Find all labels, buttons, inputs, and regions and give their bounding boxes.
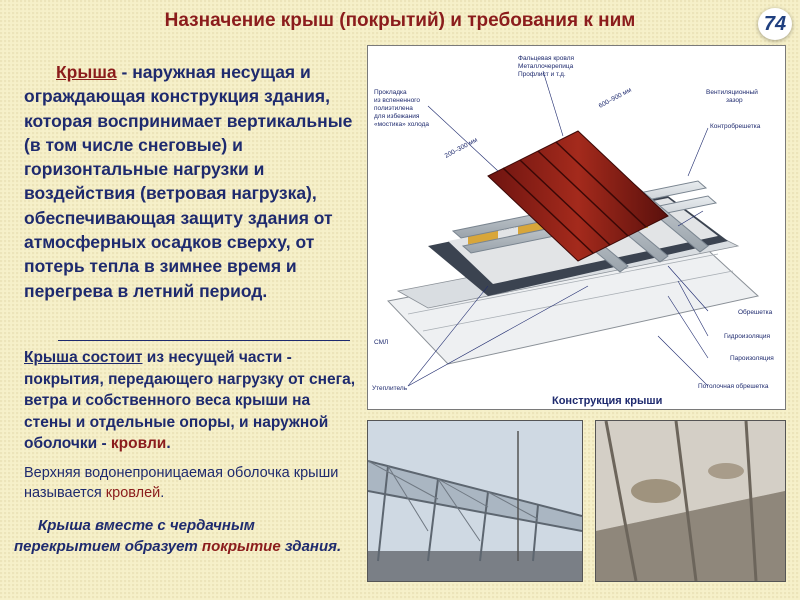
separator-line [58,340,350,341]
label-profiled-sheet: Профлист и т.д. [518,71,566,78]
composition-text: из несущей части - покрытия, передающего нагрузку от снега, ветра и собственного веса крыши на стены и отдельные опоры, и наружной оболочки - [24,349,356,452]
composition-lead: Крыша состоит [24,349,143,366]
slide-number-badge: 74 [758,8,792,40]
roof-attic-note [14,515,354,557]
diagram-caption: Конструкция крыши [552,395,663,407]
glass-roof-image [368,421,582,581]
label-counter-batten: Контробрешетка [710,123,761,130]
label-batten: Обрешетка [738,309,773,316]
label-metal-tile: Металлочерепица [518,63,574,70]
roof-composition [24,347,360,455]
roof-construction-diagram [367,45,786,410]
together-text-2: здания. [280,538,342,555]
definition-term: Крыша [56,62,117,82]
upper-shell-text: Верхняя водонепроницаемая оболочка крыши называется [24,465,339,501]
label-dim-200: 200–300 мм [443,136,479,160]
attic-interior-photo [595,420,786,582]
upper-shell-term: кровлей [105,484,161,501]
page-title: Назначение крыш (покрытий) и требования к ним [164,10,636,31]
label-insulation: Утеплитель [372,385,408,392]
composition-term: кровли [110,435,167,452]
label-ceiling-batten: Потолочная обрешетка [698,383,769,390]
label-vapor-barrier: Пароизоляция [730,355,774,362]
roof-layers-illustration [368,46,785,409]
attic-image [596,421,785,581]
upper-shell-note [24,464,360,503]
together-term: покрытие [201,538,281,555]
label-seam-roofing: Фальцевая кровля [518,55,575,62]
label-vent-2: зазор [726,97,743,104]
glass-roof-photo [367,420,583,582]
label-vent-1: Вентиляционный [706,89,758,96]
label-dim-600: 600–900 мм [597,86,633,110]
label-gasket-1: Прокладка [374,89,407,96]
label-gasket-3: полиэтилена [374,105,413,112]
label-cml: СМЛ [374,339,389,346]
label-waterproofing: Гидроизоляция [724,333,771,340]
upper-shell-end: . [160,484,165,501]
roof-definition [24,60,360,303]
label-gasket-4: для избежания [374,113,420,120]
composition-end: . [166,435,171,452]
definition-text: - наружная несущая и ограждающая конструкция здания, которая воспринимает вертикальные (в том числе снеговые) и горизонтальные нагрузки и воздействия (ветровая нагрузка), обеспечивающая защиту здания от атмосферных осадков сверху, от потерь тепла в зимнее время и перегрева в летний период. [24,62,353,301]
label-gasket-5: «мостика» холода [374,121,429,128]
together-text-1: Крыша вместе с чердачным перекрытием образует [14,517,255,555]
label-gasket-2: из вспененного [374,97,421,104]
